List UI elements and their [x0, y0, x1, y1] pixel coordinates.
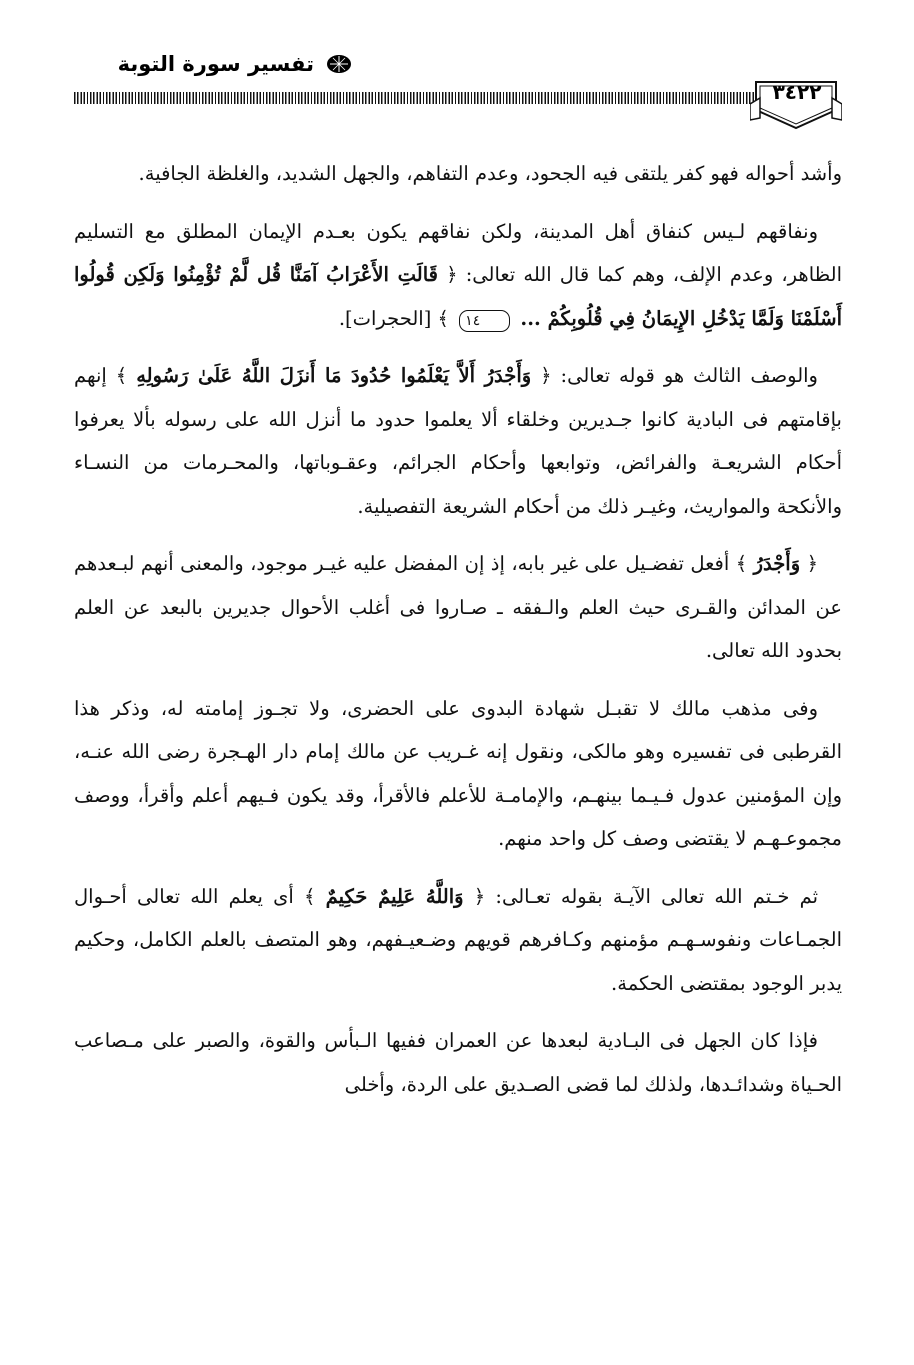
verse-open-bracket: ﴿: [446, 263, 458, 286]
quran-verse: قَالَتِ الأَعْرَابُ آمَنَّا قُل لَّمْ تُؤْمِنُوا وَلَكِن قُولُوا أَسْلَمْنَا وَلَمَّا يَدْخُلِ الإِيمَانُ فِي قُلُوبِكُمْ ...: [74, 263, 842, 330]
paragraph-text: فإذا كان الجهل فى البـادية لبعدها عن العمران ففيها الـبأس والقوة، والصبر على مـصاعب الحـياة وشدائـدها، ولذلك لما قضى الصـديق على الردة، وأخلى: [74, 1029, 842, 1096]
verse-open-bracket: ﴿: [806, 552, 819, 575]
verse-close-bracket: ﴾: [735, 552, 748, 575]
verse-close-bracket: ﴾: [437, 306, 449, 330]
verse-open-bracket: ﴿: [540, 364, 552, 387]
running-head: [118, 52, 352, 76]
ayah-number: ١٤: [459, 310, 510, 332]
verse-close-bracket: ﴾: [304, 884, 316, 908]
dotted-rule: [74, 92, 754, 104]
paragraph-text: ثم خـتم الله تعالى الآيـة بقوله تعـالى:: [495, 884, 819, 908]
paragraph-text: ونفاقهم لـيس كنفاق أهل المدينة، ولكن نفاقهم يكون بعـدم الإيمان المطلق مع التسليم الظاهر، وعدم الإلف، وهم كما قال الله تعالى:: [74, 219, 843, 286]
quran-verse: وَأَجْدَرُ: [753, 552, 801, 575]
surah-reference: [الحجرات].: [338, 306, 432, 330]
verse-open-bracket: ﴿: [473, 884, 486, 908]
page-number: ٣٤٢٢: [772, 80, 822, 104]
paragraph-4: [74, 542, 842, 673]
paragraph-text: إنهم بإقامتهم فى البادية كانوا جـديرين وخلقاء ألا يعلموا حدود ما أنزل الله على رسوله بألا يعرفوا أحكام الشريعـة والفرائض، وتوابعها وأحكام الجرائم، وعقـوباتها، والمحـرمات من النسـاء والأنكحة والمواريث، وغيـر ذلك من أحكام الشريعة التفصيلية.: [74, 364, 842, 518]
paragraph-text: أى يعلم الله تعالى أحـوال الجمـاعات ونفوسـهـم مؤمنهم وكـافرهم قويهم وضـعيـفهم، وهو المتصف بالعلم الكامل، وحكيم يدبر الوجود بمقتضى الحكمة.: [74, 884, 842, 995]
paragraph-1: [74, 152, 842, 196]
paragraph-3: [74, 354, 842, 528]
quran-verse: وَأَجْدَرُ أَلاَّ يَعْلَمُوا حُدُودَ مَا أَنزَلَ اللَّهُ عَلَىٰ رَسُولِهِ: [136, 364, 532, 387]
paragraph-5: [74, 687, 842, 861]
running-title: تفسير سورة التوبة: [117, 52, 314, 76]
paragraph-text: وفى مذهب مالك لا تقبـل شهادة البدوى على الحضرى، ولا تجـوز إمامته له، وذكر هذا القرطبى فى تفسيره وهو مالكى، ونقول إنه غـريب عن مالك إمام دار الهـجرة رضى الله عنـه، وإن المؤمنين عدول فـيـما بينهـم، والإمامـة للأعلم فالأقرأ، وقد يكون فـيهم أعلم وأقرأ، ووصف مجموعـهـم لا يقتضى وصف كل واحد منهم.: [74, 696, 842, 850]
header-rule: [74, 92, 754, 106]
paragraph-text: والوصف الثالث هو قوله تعالى:: [560, 364, 818, 387]
paragraph-6: [74, 875, 842, 1006]
quran-verse: وَاللَّهُ عَلِيمٌ حَكِيمٌ: [325, 884, 464, 908]
body-text: [74, 152, 842, 1120]
paragraph-text: وأشد أحواله فهو كفر يلتقى فيه الجحود، وعدم التفاهم، والجهل الشديد، والغلظة الجافية.: [138, 162, 842, 185]
paragraph-text: أفعل تفضـيل على غير بابه، إذ إن المفضل عليه غيـر موجود، والمعنى أنهم لبـعدهم عن المدائن والقـرى حيث العلم والـفقه ـ صـاروا فى أغلب الأحوال جديرين بالبعد عن العلم بحدود الله تعالى.: [74, 552, 842, 662]
verse-close-bracket: ﴾: [115, 364, 128, 387]
paragraph-2: [74, 210, 842, 341]
paragraph-7: [74, 1019, 842, 1106]
ornament-icon: [326, 53, 352, 75]
